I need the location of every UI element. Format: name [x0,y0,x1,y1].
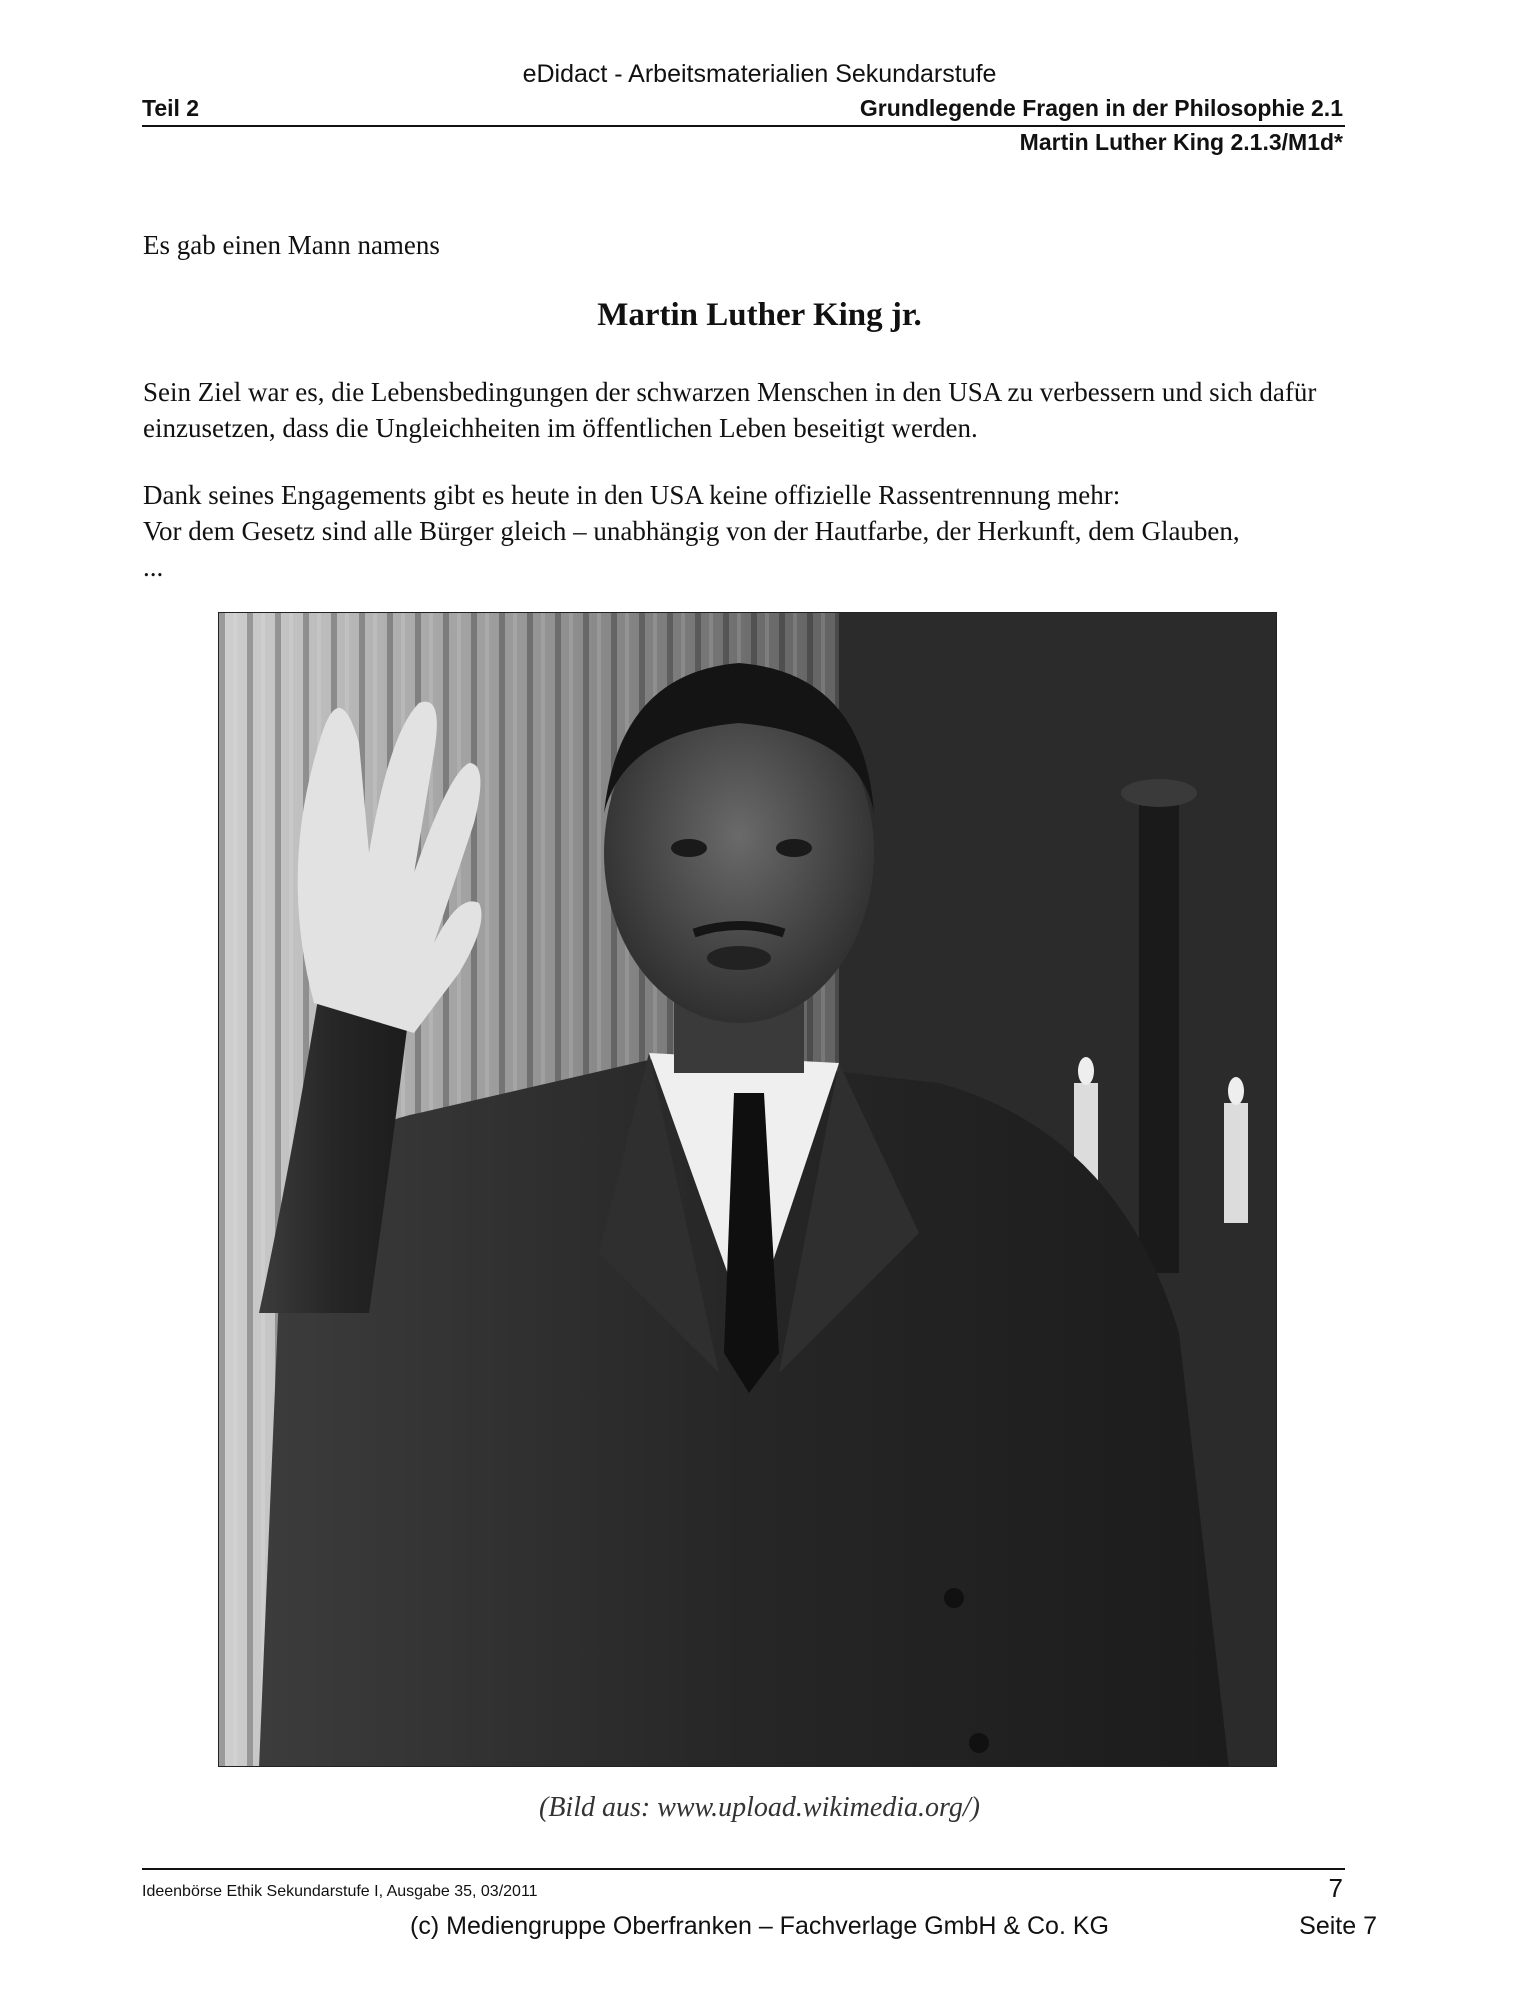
footer-page-label: Seite 7 [1299,1912,1377,1940]
name-heading: Martin Luther King jr. [597,297,922,333]
header-section: Martin Luther King 2.1.3/M1d* [1019,129,1343,155]
site-title: eDidact - Arbeitsmaterialien Sekundarstufe [522,60,997,88]
paragraph-engagement [143,477,1358,585]
header-divider [142,125,1345,127]
footer-publisher: (c) Mediengruppe Oberfranken – Fachverlage GmbH & Co. KG [410,1912,1109,1940]
paragraph-line: Vor dem Gesetz sind alle Bürger gleich – unabhängig von der Hautfarbe, der Herkunft, dem Glauben, [143,516,1240,546]
intro-text: Es gab einen Mann namens [143,230,440,260]
portrait-illustration [219,613,1277,1767]
footer-publication: Ideenbörse Ethik Sekundarstufe I, Ausgabe 35, 03/2011 [142,1883,538,1900]
paragraph-goal: Sein Ziel war es, die Lebensbedingungen der schwarzen Menschen in den USA zu verbessern und sich dafür einzusetzen, dass die Ungleichheiten im öffentlichen Leben beseitigt werden. [143,377,1317,443]
paragraph-line: Dank seines Engagements gibt es heute in den USA keine offizielle Rassentrennung mehr: [143,480,1121,510]
header-part: Teil 2 [142,95,200,121]
footer-page-number: 7 [1328,1873,1343,1903]
portrait-photo [218,612,1277,1767]
photo-caption: (Bild aus: www.upload.wikimedia.org/) [539,1792,980,1823]
footer-divider [142,1868,1345,1870]
header-chapter: Grundlegende Fragen in der Philosophie 2.1 [859,95,1343,121]
paragraph-line: ... [143,552,164,582]
